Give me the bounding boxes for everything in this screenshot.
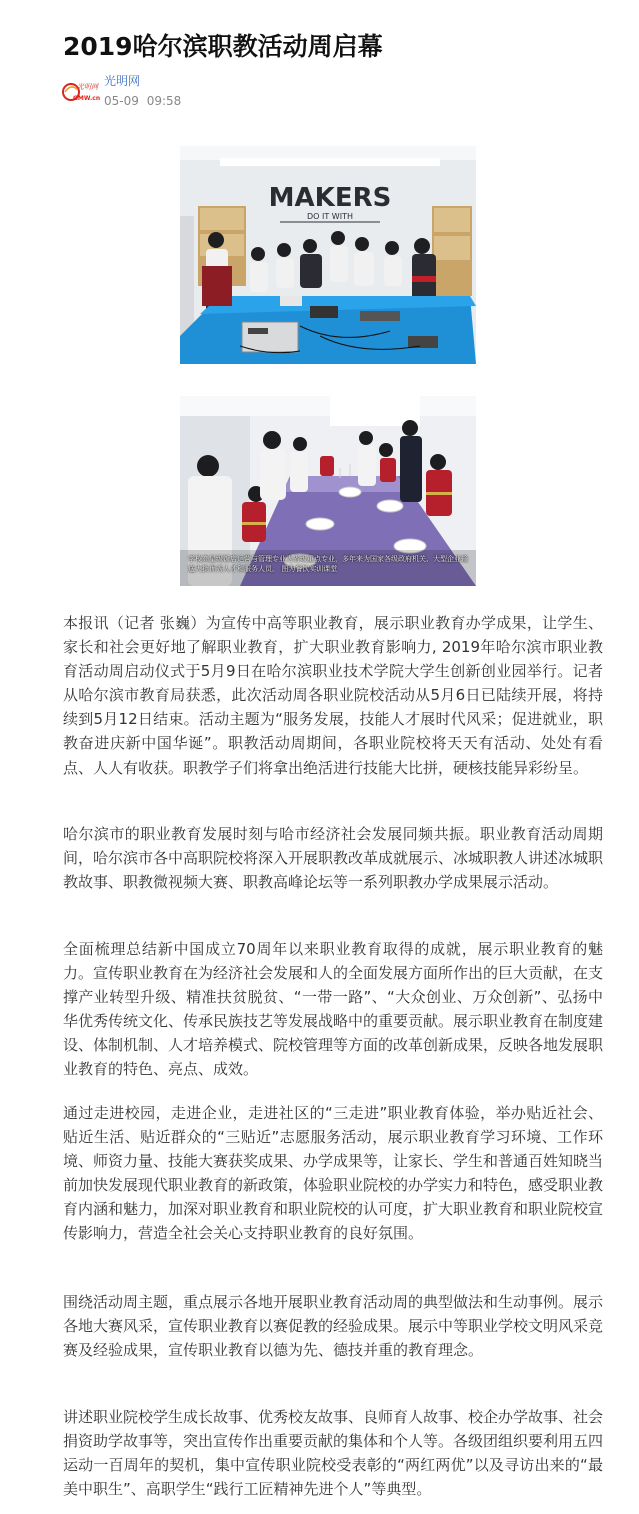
article-paragraph: 哈尔滨市的职业教育发展时刻与哈市经济社会发展同频共振。职业教育活动周期间，哈尔滨市各中高职院校将深入开展职教改革成就展示、冰城职教人讲述冰城职教故事、职教微视频大赛、职教高峰论坛等一系列职教办学成果展示活动。 <box>63 825 604 892</box>
article-paragraph: 围绕活动周主题，重点展示各地开展职业教育活动周的典型做法和生动事例。展示各地大赛风采，宣传职业教育以赛促教的经验成果。展示中等职业学校文明风采竞赛及经验成果，宣传职业教育以德为先、德技并重的教育理念。 <box>63 1293 604 1360</box>
makers-sign-text: MAKERS <box>268 183 392 213</box>
photo-caption: 学校高星级饭店运营与管理专业为省级重点专业，多年来为国家各级政府机关、大型企业输送大批优秀人才和服务人员。 图为餐饮实训课堂 <box>188 555 468 573</box>
makers-lab-photo <box>180 146 476 364</box>
publish-datetime <box>104 94 181 108</box>
publish-date: 05-09 <box>104 94 139 108</box>
dining-training-photo <box>180 396 476 586</box>
article-paragraph: 讲述职业院校学生成长故事、优秀校友故事、良师育人故事、校企办学故事、社会捐资助学故事等，突出宣传作出重要贡献的集体和个人等。各级团组织要利用五四运动一百周年的契机，集中宣传职业院校受表彰的“两红两优”以及寻访出来的“最美中职生”、高职学生“践行工匠精神先进个人”等典型。 <box>63 1408 604 1499</box>
makers-sign-sub: DO IT WITH <box>307 212 353 221</box>
article-paragraph: 全面梳理总结新中国成立70周年以来职业教育取得的成就，展示职业教育的魅力。宣传职业教育在为经济社会发展和人的全面发展方面所作出的巨大贡献，在支撑产业转型升级、精准扶贫脱贫、“一带一路”、“大众创业、万众创新”、弘扬中华优秀传统文化、传承民族技艺等发展战略中的重要贡献。展示职业教育在制度建设、体制机制、人才培养模式、院校管理等方面的改革创新成果，反映各地发展职业教育的特色、亮点、成效。 <box>63 940 604 1079</box>
gmw-logo[interactable] <box>62 79 100 103</box>
logo-text: 光明网 <box>77 83 98 91</box>
article-paragraph: 通过走进校园，走进企业，走进社区的“三走进”职业教育体验，举办贴近社会、贴近生活、贴近群众的“三贴近”志愿服务活动，展示职业教育学习环境、工作环境、师资力量、技能大赛获奖成果、办学成果等，让家长、学生和普通百姓知晓当前加快发展现代职业教育的新政策，体验职业院校的办学实力和特色，感受职业教育内涵和魅力，加深对职业教育和职业院校的认可度，扩大职业教育和职业院校宣传影响力，营造全社会关心支持职业教育的良好氛围。 <box>63 1104 604 1243</box>
article-paragraph: 本报讯（记者 张巍）为宣传中高等职业教育，展示职业教育办学成果，让学生、家长和社会更好地了解职业教育，扩大职业教育影响力, 2019年哈尔滨市职业教育活动周启动仪式于5月9日在哈尔滨职业技术学院大学生创新创业园举行。记者从哈尔滨市教育局获悉，此次活动周各职业院校活动从5月6日已陆续开展，将持续到5月12日结束。活动主题为“服务发展，技能人才展时代风采；促进就业，职教奋进庆新中国华诞”。职教活动周期间，各职业院校将天天有活动、处处有看点、人人有收获。职教学子们将拿出绝活进行技能大比拼，硬核技能异彩纷呈。 <box>63 614 603 777</box>
publish-time: 09:58 <box>146 94 182 108</box>
source-link[interactable]: 光明网 <box>104 74 141 88</box>
logo-sub-text: GMW.cn <box>73 95 100 102</box>
article-title: 2019哈尔滨职教活动周启幕 <box>63 32 383 61</box>
makers-lab-image <box>180 146 476 364</box>
